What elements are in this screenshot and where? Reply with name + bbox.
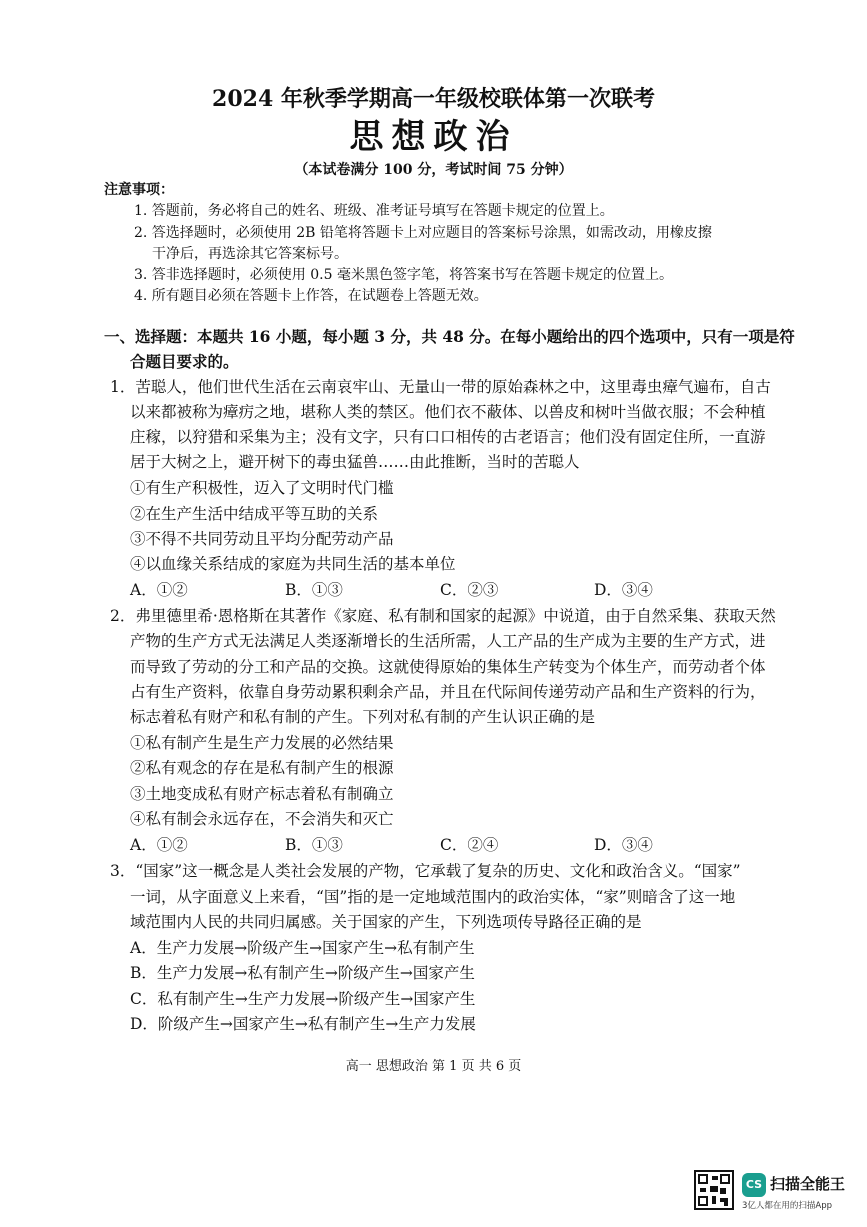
statement: ④私有制会永远存在，不会消失和灭亡 xyxy=(130,810,394,828)
option-d: D．③④ xyxy=(594,836,653,854)
notice-item: 1. 答题前，务必将自己的姓名、班级、准考证号填写在答题卡规定的位置上。 xyxy=(134,203,614,219)
option-a: A．①② xyxy=(130,581,188,599)
option-b: B．①③ xyxy=(285,836,343,854)
section-heading: 一、选择题：本题共 16 小题，每小题 3 分，共 48 分。在每小题给出的四个选项中，只有一项是符 xyxy=(104,327,795,346)
statement: ①有生产积极性，迈入了文明时代门槛 xyxy=(130,479,394,497)
exam-note: （本试卷满分 100 分，考试时间 75 分钟） xyxy=(294,162,573,178)
watermark-tagline: 3亿人都在用的扫描App xyxy=(742,1201,833,1211)
question-text: 3．“国家”这一概念是人类社会发展的产物，它承载了复杂的历史、文化和政治含义。“国家” xyxy=(110,862,741,880)
question-text: 而导致了劳动的分工和产品的交换。这就使得原始的集体生产转变为个体生产，而劳动者个体 xyxy=(130,658,766,676)
option-a: A．生产力发展→阶级产生→国家产生→私有制产生 xyxy=(130,939,475,957)
statement: ①私有制产生是生产力发展的必然结果 xyxy=(130,734,394,752)
question-text: 居于大树之上，避开树下的毒虫猛兽……由此推断，当时的苦聪人 xyxy=(130,453,580,471)
section-heading: 合题目要求的。 xyxy=(130,352,239,371)
notice-item: 干净后，再选涂其它答案标号。 xyxy=(152,246,348,262)
option-b: B．生产力发展→私有制产生→阶级产生→国家产生 xyxy=(130,964,475,982)
qr-code-icon xyxy=(694,1170,734,1210)
statement: ③不得不共同劳动且平均分配劳动产品 xyxy=(130,530,394,548)
question-text: 庄稼，以狩猎和采集为主；没有文字，只有口口相传的古老语言；他们没有固定住所，一直游 xyxy=(130,428,766,446)
question-text: 以来都被称为瘴疠之地，堪称人类的禁区。他们衣不蔽体、以兽皮和树叶当做衣服；不会种植 xyxy=(130,403,766,421)
camscanner-logo-icon: CS xyxy=(742,1173,766,1197)
subject-title: 思想政治 xyxy=(349,117,518,157)
question-text: 域范围内人民的共同归属感。关于国家的产生，下列选项传导路径正确的是 xyxy=(130,913,642,931)
question-text: 标志着私有财产和私有制的产生。下列对私有制的产生认识正确的是 xyxy=(130,708,596,726)
question-text: 2．弗里德里希·恩格斯在其著作《家庭、私有制和国家的起源》中说道，由于自然采集、获取天然 xyxy=(110,607,776,625)
question-text: 一词，从字面意义上来看，“国”指的是一定地域范围内的政治实体，“家”则暗含了这一地 xyxy=(130,888,736,906)
exam-title: 2024 年秋季学期高一年级校联体第一次联考 xyxy=(212,86,655,112)
option-c: C．私有制产生→生产力发展→阶级产生→国家产生 xyxy=(130,990,476,1008)
statement: ②私有观念的存在是私有制产生的根源 xyxy=(130,759,394,777)
notice-item: 2. 答选择题时，必须使用 2B 铅笔将答题卡上对应题目的答案标号涂黑，如需改动，用橡皮擦 xyxy=(134,225,712,241)
question-text: 1．苦聪人，他们世代生活在云南哀牢山、无量山一带的原始森林之中，这里毒虫瘴气遍布，自古 xyxy=(110,378,771,396)
option-d: D．阶级产生→国家产生→私有制产生→生产力发展 xyxy=(130,1015,476,1033)
option-b: B．①③ xyxy=(285,581,343,599)
question-text: 产物的生产方式无法满足人类逐渐增长的生活所需，人工产品的生产成为主要的生产方式，进 xyxy=(130,632,766,650)
notice-item: 3. 答非选择题时，必须使用 0.5 毫米黑色签字笔，将答案书写在答题卡规定的位置上。 xyxy=(134,267,673,283)
statement: ④以血缘关系结成的家庭为共同生活的基本单位 xyxy=(130,555,456,573)
option-d: D．③④ xyxy=(594,581,653,599)
option-c: C．②④ xyxy=(440,836,499,854)
page-footer: 高一 思想政治 第 1 页 共 6 页 xyxy=(345,1059,522,1074)
watermark-name: 扫描全能王 xyxy=(770,1175,846,1193)
statement: ③土地变成私有财产标志着私有制确立 xyxy=(130,785,394,803)
option-a: A．①② xyxy=(130,836,188,854)
notice-heading: 注意事项： xyxy=(104,182,174,198)
notice-item: 4. 所有题目必须在答题卡上作答，在试题卷上答题无效。 xyxy=(134,288,488,304)
question-text: 占有生产资料，依靠自身劳动累积剩余产品，并且在代际间传递劳动产品和生产资料的行为， xyxy=(130,683,766,701)
statement: ②在生产生活中结成平等互助的关系 xyxy=(130,505,379,523)
option-c: C．②③ xyxy=(440,581,499,599)
